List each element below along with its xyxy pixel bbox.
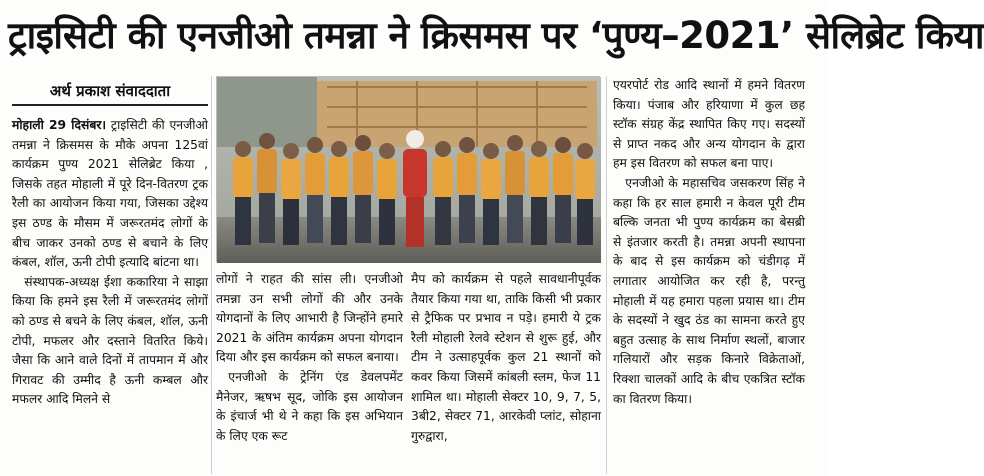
- article-column-4: [613, 76, 805, 474]
- photo-volunteers-group: [216, 76, 600, 262]
- paragraph: एनजीओ के ट्रेनिंग एंड डेवलपमेंट मैनेजर, ऋषभ सूद, जोकि इस आयोजन के इंचार्ज भी थे ने कहा कि इस अभियान के लिए एक रूट: [216, 369, 403, 443]
- paragraph: लोगों ने राहत की सांस ली। एनजीओ तमन्ना उन सभी लोगों की और उनके योगदानों के लिए आभारी है जिन्होंने हमारे 2021 के अंतिम कार्यक्रम अपना योगदान दिया और इस कार्यक्रम को सफल बनाया।: [216, 272, 403, 365]
- headline: ट्राइसिटी की एनजीओ तमन्ना ने क्रिसमस पर ‘पुण्य–2021’ सेलिब्रेट किया: [8, 14, 984, 57]
- paragraph: एनजीओ के महासचिव जसकरण सिंह ने कहा कि हर साल हमारी न केवल पूरी टीम बल्कि जनता भी पुण्य कार्यक्रम का बेसब्री से इंतजार करती है। तमन्ना अपनी स्थापना के बाद से इस कार्यक्रम को चंडीगढ़ में लगातार आयोजित कर रही है, परन्तु मोहाली में यह हमारा पहला प्रयास था। टीम के सदस्यों ने खुद ठंड का सामना करते हुए बहुत उत्साह के साथ निर्माण स्थलों, बाजार गलियारों और सड़क किनारे विक्रेताओं, रिक्शा चालकों आदि के बीच एकत्रित स्टॉक का वितरण किया।: [613, 175, 805, 406]
- article-column-3: [411, 270, 601, 474]
- byline: अर्थ प्रकाश संवाददाता: [49, 82, 171, 100]
- article-column-1: [12, 116, 208, 474]
- paragraph: ट्राइसिटी की एनजीओ तमन्ना ने क्रिसमस के मौके अपना 125वां कार्यक्रम पुण्य 2021 सेलिब्रेट किया , जिसके तहत मोहाली में पूरे दिन-वितरण ट्रक रैली का आयोजन किया गया, जिसका उद्देश्य इस ठण्ड के मौसम में जरूरतमंद लोगों के बीच जाकर उनको ठण्ड से बचाने के लिए कंबल, शॉल, ऊनी टोपी इत्यादि बांटना था।: [12, 118, 208, 270]
- paragraph: संस्थापक-अध्यक्ष ईशा ककारिया ने साझा किया कि हमने इस रैली में जरूरतमंद लोगों को ठण्ड से बचने के लिए कंबल, शॉल, ऊनी टोपी, मफलर और दस्ताने वितरित किये। जैसा कि आने वाले दिनों में तापमान में और गिरावट की उम्मीद है ऊनी कम्बल और मफलर आदि मिलने से: [12, 274, 208, 407]
- byline-divider: [12, 104, 208, 106]
- column-divider: [211, 76, 212, 474]
- dateline: मोहाली 29 दिसंबर।: [12, 118, 107, 132]
- paragraph: एयरपोर्ट रोड आदि स्थानों में हमने वितरण किया। पंजाब और हरियाणा में कुल छह स्टॉक संग्रह केंद्र स्थापित किए गए। सदस्यों से प्राप्त नकद और अन्य योगदान के द्वारा हम इस वितरण को सफल बना पाए।: [613, 78, 805, 171]
- group-photo-illustration: [217, 77, 601, 263]
- article-column-2: [216, 270, 403, 474]
- column-divider: [606, 76, 607, 474]
- paragraph: मैप को कार्यक्रम से पहले सावधानीपूर्वक तैयार किया गया था, ताकि किसी भी प्रकार से ट्रैफिक पर प्रभाव न पड़े। हमारी ये ट्रक रैली मोहाली रेलवे स्टेशन से शुरू हुई, और टीम ने उत्साहपूर्वक कुल 21 स्थानों को कवर किया जिसमें कांबली स्लम, फेज 11 शामिल था। मोहाली सेक्टर 10, 9, 7, 5, 3बी2, सेक्टर 71, आरकेवी प्लांट, सोहाना गुरुद्वारा,: [411, 272, 601, 443]
